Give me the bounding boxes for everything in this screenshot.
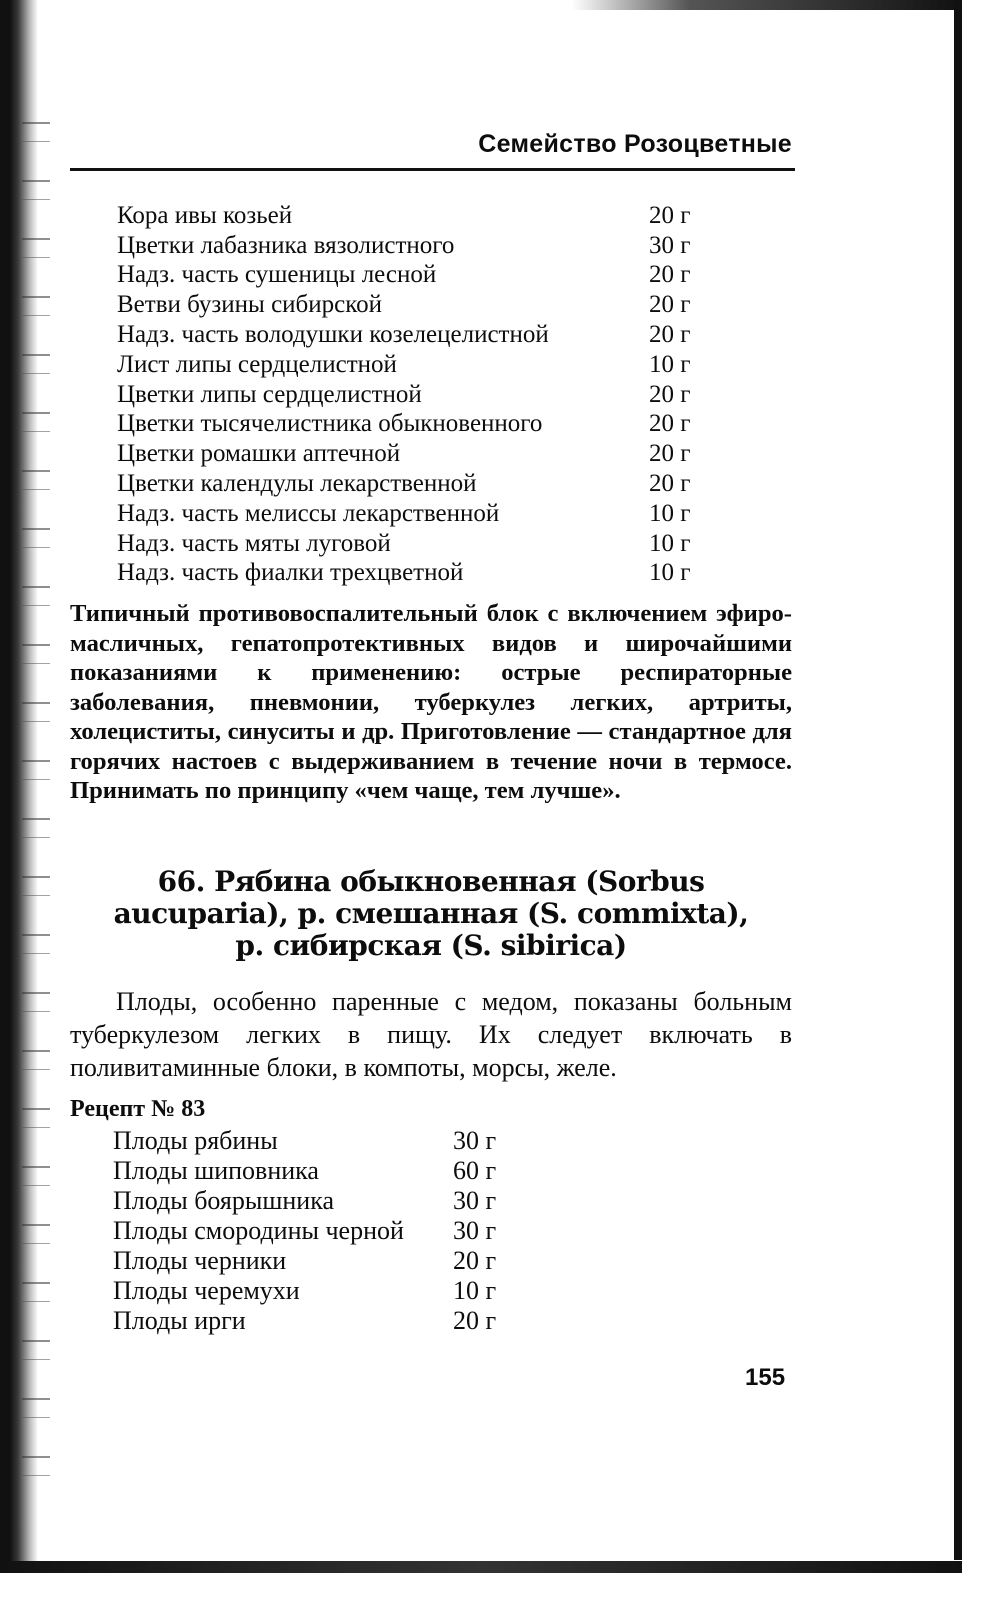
running-head: Семейство Розоцветные xyxy=(478,130,792,158)
table-row xyxy=(117,231,717,261)
scan-left-noise xyxy=(22,100,50,1480)
recipe-item-amount: 10 г xyxy=(453,1276,497,1305)
ingredient-name: Цветки тысячелистника обыкновенного xyxy=(117,410,543,438)
section-title-line: р. сибирская (S. sibirica) xyxy=(235,929,627,962)
ingredient-name: Лист липы сердцелистной xyxy=(117,350,397,378)
ingredient-amount: 10 г xyxy=(649,350,691,378)
ingredient-amount: 10 г xyxy=(649,529,691,557)
scan-bottom-margin xyxy=(0,1573,990,1601)
ingredient-name: Надз. часть сушеницы лесной xyxy=(117,261,437,289)
ingredient-amount: 20 г xyxy=(649,261,691,289)
recipe-label: Рецепт № 83 xyxy=(70,1096,206,1122)
ingredient-name: Цветки липы сердцелистной xyxy=(117,380,422,408)
table-row xyxy=(113,1246,496,1276)
ingredient-amount: 20 г xyxy=(649,291,691,319)
table-row xyxy=(113,1156,496,1186)
table-row xyxy=(117,380,717,410)
ingredient-amount: 20 г xyxy=(649,410,691,438)
table-row xyxy=(117,320,717,350)
table-row xyxy=(117,410,717,440)
page-number: 155 xyxy=(745,1364,786,1391)
ingredient-amount: 20 г xyxy=(649,380,691,408)
table-row xyxy=(117,350,717,380)
section-paragraph: Плоды, особенно паренные с медом, показаны больным туберкулезом легких в пищу. Их следует включать в поливитаминные блоки, в компоты, морсы, желе. xyxy=(70,987,792,1082)
ingredient-name: Цветки лабазника вязолистного xyxy=(117,231,455,259)
table-row xyxy=(117,529,717,559)
table-row xyxy=(113,1126,496,1156)
ingredient-name: Цветки ромашки аптечной xyxy=(117,440,401,468)
header-rule xyxy=(70,168,795,171)
table-row xyxy=(113,1276,496,1306)
recipe-item-amount: 60 г xyxy=(453,1156,497,1185)
section-title xyxy=(70,866,792,962)
ingredient-name: Ветви бузины сибирской xyxy=(117,291,383,319)
recipe-item-name: Плоды шиповника xyxy=(113,1156,319,1185)
scan-right-edge xyxy=(954,0,962,1560)
ingredient-amount: 20 г xyxy=(649,470,691,498)
ingredient-amount: 20 г xyxy=(649,201,691,229)
section-title-line: 66. Рябина обыкновенная (Sorbus xyxy=(157,865,705,898)
ingredient-name: Надз. часть мяты луговой xyxy=(117,529,391,557)
table-row xyxy=(117,290,717,320)
recipe-item-name: Плоды рябины xyxy=(113,1126,278,1155)
recipe-item-amount: 20 г xyxy=(453,1246,497,1275)
recipe-table xyxy=(113,1126,496,1336)
table-row xyxy=(117,469,717,499)
ingredient-name: Цветки календулы лекарственной xyxy=(117,470,477,498)
recipe-item-name: Плоды черемухи xyxy=(113,1276,300,1305)
scan-top-edge xyxy=(572,0,962,10)
scan-bottom-edge xyxy=(0,1561,962,1573)
ingredient-amount: 20 г xyxy=(649,321,691,349)
table-row xyxy=(113,1186,496,1216)
description-paragraph: Типичный противовоспалительный блок с включением эфиро-масличных, гепатопротективных видов и широчайшими показаниями к применению: острые респираторные заболевания, пневмонии, туберкулез легких, артриты, холециститы, синуситы и др. Приготовление — стандартное для горячих настоев с выдерживанием в течение ночи в термосе. Принимать по принципу «чем чаще, тем лучше». xyxy=(70,600,792,804)
ingredient-name: Надз. часть фиалки трехцветной xyxy=(117,559,464,587)
recipe-item-name: Плоды боярышника xyxy=(113,1186,334,1215)
table-row xyxy=(117,499,717,529)
ingredient-name: Надз. часть володушки козелецелистной xyxy=(117,321,549,349)
ingredient-amount: 10 г xyxy=(649,559,691,587)
recipe-item-amount: 30 г xyxy=(453,1126,497,1155)
table-row xyxy=(117,439,717,469)
ingredient-amount: 10 г xyxy=(649,499,691,527)
table-row xyxy=(117,559,717,589)
table-row xyxy=(113,1216,496,1246)
ingredient-amount: 20 г xyxy=(649,440,691,468)
recipe-item-name: Плоды ирги xyxy=(113,1306,246,1335)
ingredient-name: Надз. часть мелиссы лекарственной xyxy=(117,499,500,527)
section-title-line: aucuparia), р. смешанная (S. commixta), xyxy=(113,897,749,930)
table-row xyxy=(117,261,717,291)
ingredient-table xyxy=(117,201,717,588)
ingredient-name: Кора ивы козьей xyxy=(117,201,293,229)
recipe-item-name: Плоды черники xyxy=(113,1246,287,1275)
table-row xyxy=(113,1306,496,1336)
ingredient-amount: 30 г xyxy=(649,231,691,259)
recipe-item-name: Плоды смородины черной xyxy=(113,1216,404,1245)
recipe-item-amount: 20 г xyxy=(453,1306,497,1335)
recipe-item-amount: 30 г xyxy=(453,1216,497,1245)
recipe-item-amount: 30 г xyxy=(453,1186,497,1215)
table-row xyxy=(117,201,717,231)
